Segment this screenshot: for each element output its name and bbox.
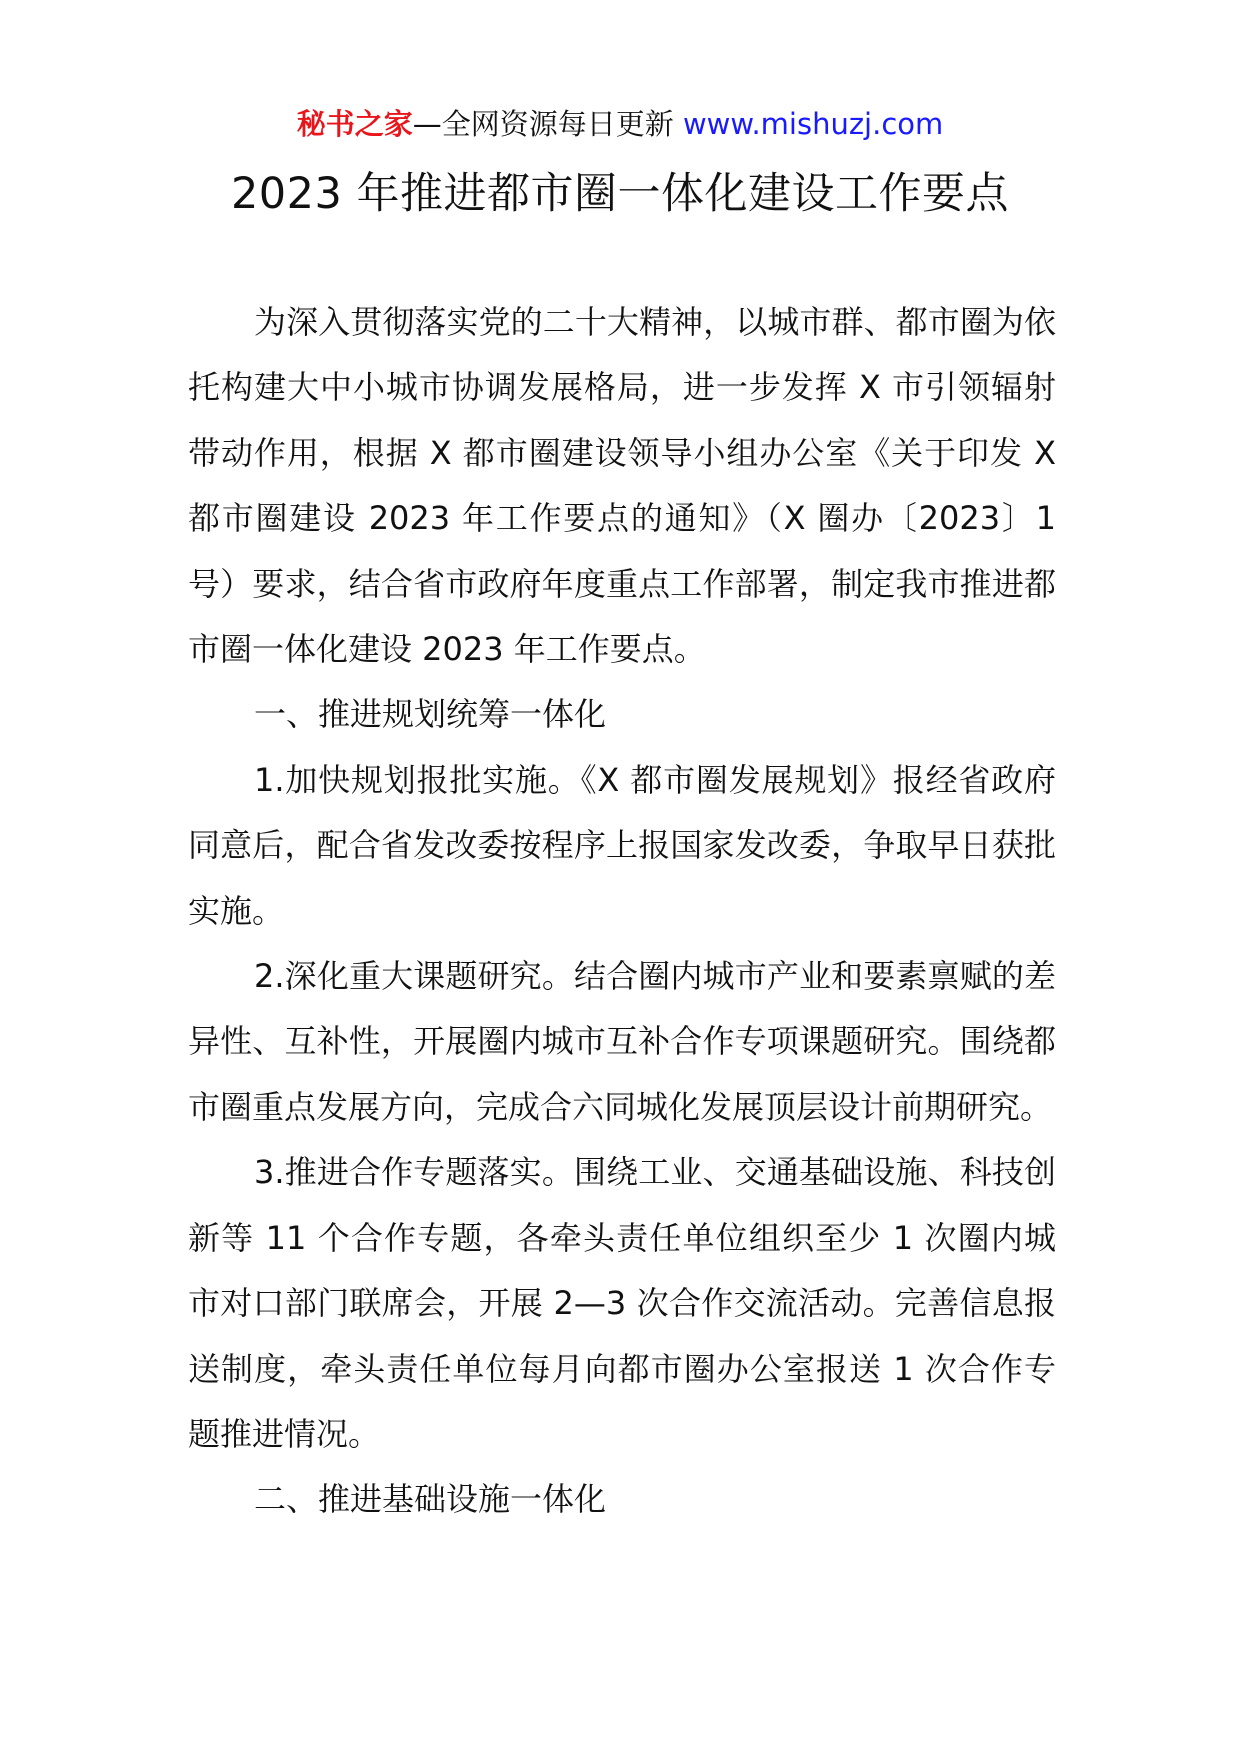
header-tagline: —全网资源每日更新	[412, 107, 674, 141]
site-header	[0, 104, 1240, 144]
item-paragraph-3: 3.推进合作专题落实。围绕工业、交通基础设施、科技创新等 11 个合作专题，各牵头责任单位组织至少 1 次圈内城市对口部门联席会，开展 2—3 次合作交流活动。完善信息报送制度，牵头责任单位每月向都市圈办公室报送 1 次合作专题推进情况。	[188, 1153, 1056, 1453]
site-url-link[interactable]: www.mishuzj.com	[682, 107, 944, 141]
item-paragraph-1: 1.加快规划报批实施。《X 都市圈发展规划》报经省政府同意后，配合省发改委按程序上报国家发改委，争取早日获批实施。	[188, 760, 1056, 930]
section-heading-2: 二、推进基础设施一体化	[254, 1480, 607, 1519]
intro-paragraph: 为深入贯彻落实党的二十大精神，以城市群、都市圈为依托构建大中小城市协调发展格局，进一步发挥 X 市引领辐射带动作用，根据 X 都市圈建设领导小组办公室《关于印发 X 都市圈建设 2023 年工作要点的通知》（X 圈办〔2023〕1 号）要求，结合省市政府年度重点工作部署，制定我市推进都市圈一体化建设 2023 年工作要点。	[188, 303, 1056, 669]
document-title: 2023 年推进都市圈一体化建设工作要点	[230, 169, 1010, 219]
document-body	[188, 290, 1056, 1533]
brand-name: 秘书之家	[296, 107, 413, 141]
section-heading-1: 一、推进规划统筹一体化	[254, 695, 607, 734]
item-paragraph-2: 2.深化重大课题研究。结合圈内城市产业和要素禀赋的差异性、互补性，开展圈内城市互补合作专项课题研究。围绕都市圈重点发展方向，完成合六同城化发展顶层设计前期研究。	[188, 957, 1056, 1126]
